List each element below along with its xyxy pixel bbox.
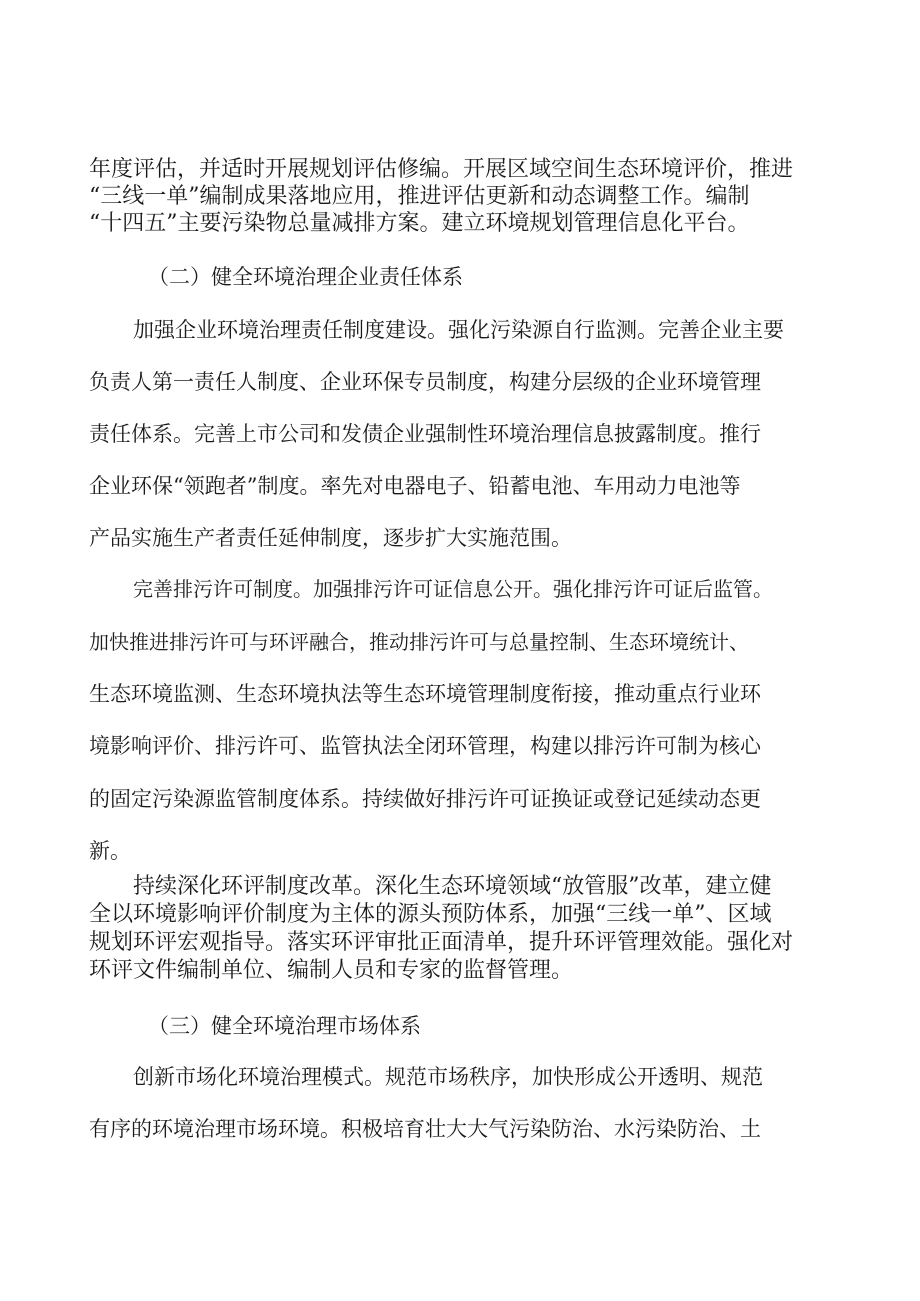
text-line: 规划环评宏观指导。落实环评审批正面清单，提升环评管理效能。强化对 bbox=[89, 930, 794, 955]
text-line: 企业环保“领跑者”制度。率先对电器电子、铅蓄电池、车用动力电池等 bbox=[89, 474, 741, 498]
text-line: 负责人第一责任人制度、企业环保专员制度，构建分层级的企业环境管理 bbox=[89, 370, 761, 394]
text-line: 持续深化环评制度改革。深化生态环境领域“放管服”改革，建立健 bbox=[133, 874, 772, 899]
text-line: 产品实施生产者责任延伸制度，逐步扩大实施范围。 bbox=[89, 526, 572, 550]
text-line: “三线一单”编制成果落地应用，推进评估更新和动态调整工作。编制 bbox=[89, 184, 750, 209]
section-heading: （二）健全环境治理企业责任体系 bbox=[148, 265, 463, 289]
text-line: 加快推进排污许可与环评融合，推动排污许可与总量控制、生态环境统计、 bbox=[89, 630, 749, 654]
text-line: 的固定污染源监管制度体系。持续做好排污许可证换证或登记延续动态更 bbox=[89, 787, 761, 811]
text-line: 有序的环境治理市场环境。积极培育壮大大气污染防治、水污染防治、土 bbox=[89, 1117, 761, 1141]
text-line: 创新市场化环境治理模式。规范市场秩序，加快形成公开透明、规范 bbox=[133, 1065, 763, 1089]
text-line: 全以环境影响评价制度为主体的源头预防体系，加强“三线一单”、区域 bbox=[89, 902, 772, 927]
text-line: 责任体系。完善上市公司和发债企业强制性环境治理信息披露制度。推行 bbox=[89, 422, 761, 446]
text-line: 新。 bbox=[89, 839, 131, 863]
text-line: 境影响评价、排污许可、监管执法全闭环管理，构建以排污许可制为核心 bbox=[89, 734, 761, 758]
section-heading: （三）健全环境治理市场体系 bbox=[148, 1014, 421, 1038]
text-line: 生态环境监测、生态环境执法等生态环境管理制度衔接，推动重点行业环 bbox=[89, 682, 761, 706]
text-line: 环评文件编制单位、编制人员和专家的监督管理。 bbox=[89, 958, 574, 983]
text-line: 年度评估，并适时开展规划评估修编。开展区域空间生态环境评价，推进 bbox=[89, 157, 794, 182]
text-line: “十四五”主要污染物总量减排方案。建立环境规划管理信息化平台。 bbox=[89, 211, 750, 236]
text-line: 加强企业环境治理责任制度建设。强化污染源自行监测。完善企业主要 bbox=[133, 318, 784, 342]
text-line: 完善排污许可制度。加强排污许可证信息公开。强化排污许可证后监管。 bbox=[133, 577, 773, 601]
